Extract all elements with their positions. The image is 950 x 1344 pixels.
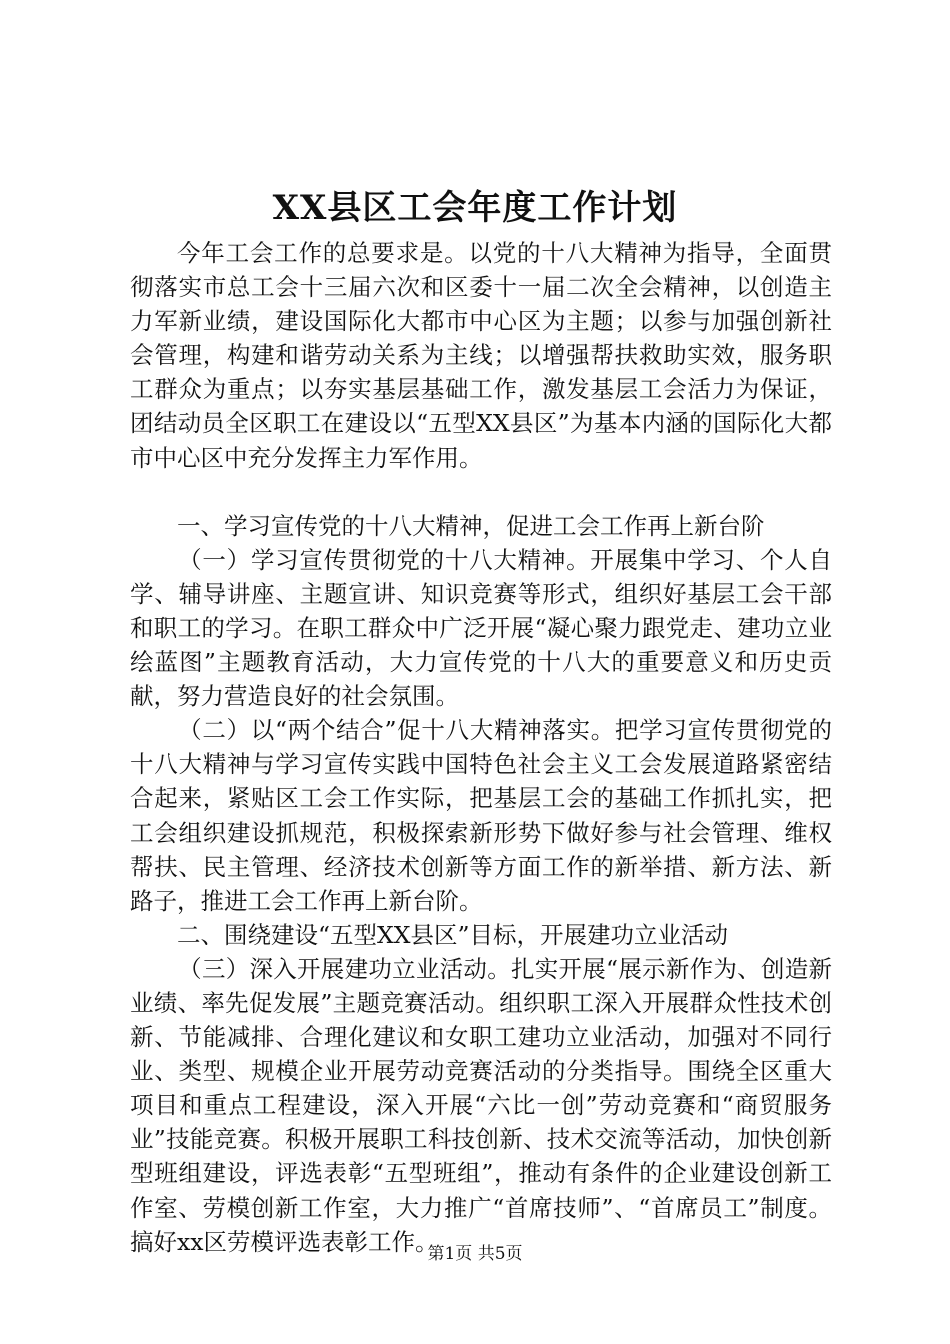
paragraph-spacer [130,475,832,509]
subsection-paragraph-1: （一）学习宣传贯彻党的十八大精神。开展集中学习、个人自学、辅导讲座、主题宣讲、知识竞赛等形式，组织好基层工会干部和职工的学习。在职工群众中广泛开展“凝心聚力跟党走、建功立业绘蓝图”主题教育活动，大力宣传党的十八大的重要意义和历史贡献，努力营造良好的社会氛围。 [130,545,832,711]
subsection-paragraph-3: （三）深入开展建功立业活动。扎实开展“展示新作为、创造新业绩、率先促发展”主题竞赛活动。组织职工深入开展群众性技术创新、节能减排、合理化建议和女职工建功立业活动，加强对不同行业、类型、规模企业开展劳动竞赛活动的分类指导。围绕全区重大项目和重点工程建设，深入开展“六比一创”劳动竞赛和“商贸服务业”技能竞赛。积极开展职工科技创新、技术交流等活动，加快创新型班组建设，评选表彰“五型班组”，推动有条件的企业建设创新工作室、劳模创新工作室，大力推广“首席技师”、“首席员工”制度。搞好xx区劳模评选表彰工作。 [130,954,832,1256]
section-heading-1: 一、学习宣传党的十八大精神，促进工会工作再上新台阶 [177,511,765,540]
subsection-paragraph-2: （二）以“两个结合”促十八大精神落实。把学习宣传贯彻党的十八大精神与学习宣传实践中国特色社会主义工会发展道路紧密结合起来，紧贴区工会工作实际，把基层工会的基础工作抓扎实，把工会组织建设抓规范，积极探索新形势下做好参与社会管理、维权帮扶、民主管理、经济技术创新等方面工作的新举措、新方法、新路子，推进工会工作再上新台阶。 [130,716,832,915]
section-heading-2: 二、围绕建设“五型XX县区”目标，开展建功立业活动 [177,920,728,949]
page-number-footer: 第1页 共5页 [427,1244,523,1264]
document-title: XX县区工会年度工作计划 [272,188,678,228]
document-body [130,236,832,1259]
intro-paragraph: 今年工会工作的总要求是。以党的十八大精神为指导，全面贯彻落实市总工会十三届六次和区委十一届二次全会精神，以创造主力军新业绩，建设国际化大都市中心区为主题；以参与加强创新社会管理，构建和谐劳动关系为主线；以增强帮扶救助实效，服务职工群众为重点；以夯实基层基础工作，激发基层工会活力为保证，团结动员全区职工在建设以“五型XX县区”为基本内涵的国际化大都市中心区中充分发挥主力军作用。 [130,239,832,472]
